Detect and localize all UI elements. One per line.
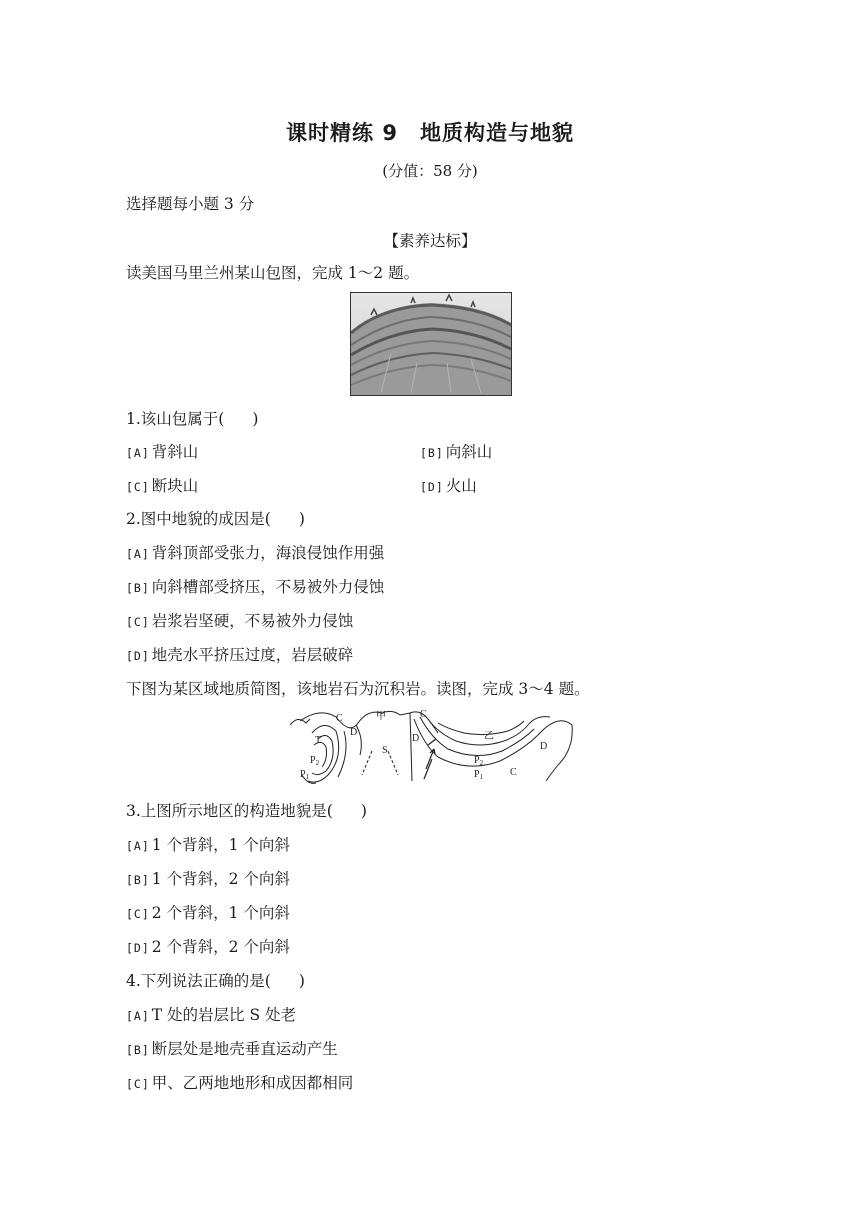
title-prefix: 课时精练 9 bbox=[286, 121, 398, 145]
hill-photo bbox=[350, 292, 512, 396]
q1-option-a[interactable]: [A] 背斜山 bbox=[126, 443, 199, 461]
q3-option-d[interactable]: [D] 2 个背斜，2 个向斜 bbox=[126, 938, 290, 956]
q4-stem: 4.下列说法正确的是( ) bbox=[126, 972, 305, 990]
q4-option-b[interactable]: [B] 断层处是地壳垂直运动产生 bbox=[126, 1040, 338, 1058]
q4-option-a[interactable]: [A] T 处的岩层比 S 处老 bbox=[126, 1006, 297, 1024]
q1-stem: 1.该山包属于( ) bbox=[126, 410, 259, 428]
q4-option-c[interactable]: [C] 甲、乙两地地形和成因都相同 bbox=[126, 1074, 354, 1092]
passage-2: 下图为某区域地质简图，该地岩石为沉积岩。读图，完成 3～4 题。 bbox=[126, 680, 590, 698]
q3-stem: 3.上图所示地区的构造地貌是( ) bbox=[126, 802, 367, 820]
geology-diagram bbox=[288, 705, 578, 787]
page-title bbox=[0, 117, 860, 147]
label-yi: 乙 bbox=[484, 731, 494, 742]
label-c-mid: C bbox=[420, 709, 427, 720]
label-p1-left: $P_1$ bbox=[300, 769, 310, 781]
intro-note: 选择题每小题 3 分 bbox=[126, 195, 255, 213]
label-d-left: D bbox=[350, 727, 358, 738]
label-c-right: C bbox=[510, 767, 517, 778]
score-note: (分值：58 分) bbox=[382, 162, 478, 180]
label-p1-right: $P_1$ bbox=[474, 769, 484, 781]
q3-option-a[interactable]: [A] 1 个背斜，1 个向斜 bbox=[126, 836, 290, 854]
title-text: 地质构造与地貌 bbox=[419, 121, 574, 145]
label-jia: 甲 bbox=[376, 711, 386, 722]
q2-option-d[interactable]: [D] 地壳水平挤压过度，岩层破碎 bbox=[126, 646, 354, 664]
section-heading: 【素养达标】 bbox=[383, 232, 477, 250]
label-d-mid: D bbox=[412, 733, 420, 744]
q2-option-a[interactable]: [A] 背斜顶部受张力，海浪侵蚀作用强 bbox=[126, 544, 385, 562]
label-c-left: C bbox=[336, 713, 343, 724]
label-t: T bbox=[315, 735, 322, 746]
q1-option-b[interactable]: [B] 向斜山 bbox=[420, 443, 493, 461]
q3-option-b[interactable]: [B] 1 个背斜，2 个向斜 bbox=[126, 870, 290, 888]
label-p2-right: $P_2$ bbox=[474, 755, 484, 767]
label-s: S bbox=[382, 745, 388, 756]
q3-option-c[interactable]: [C] 2 个背斜，1 个向斜 bbox=[126, 904, 290, 922]
q2-option-b[interactable]: [B] 向斜槽部受挤压，不易被外力侵蚀 bbox=[126, 578, 385, 596]
passage-1: 读美国马里兰州某山包图，完成 1～2 题。 bbox=[126, 264, 420, 282]
label-p2-left: $P_2$ bbox=[310, 755, 320, 767]
label-d-right: D bbox=[540, 741, 548, 752]
q2-option-c[interactable]: [C] 岩浆岩坚硬，不易被外力侵蚀 bbox=[126, 612, 354, 630]
q1-option-d[interactable]: [D] 火山 bbox=[420, 477, 477, 495]
q2-stem: 2.图中地貌的成因是( ) bbox=[126, 510, 305, 528]
q1-option-c[interactable]: [C] 断块山 bbox=[126, 477, 199, 495]
